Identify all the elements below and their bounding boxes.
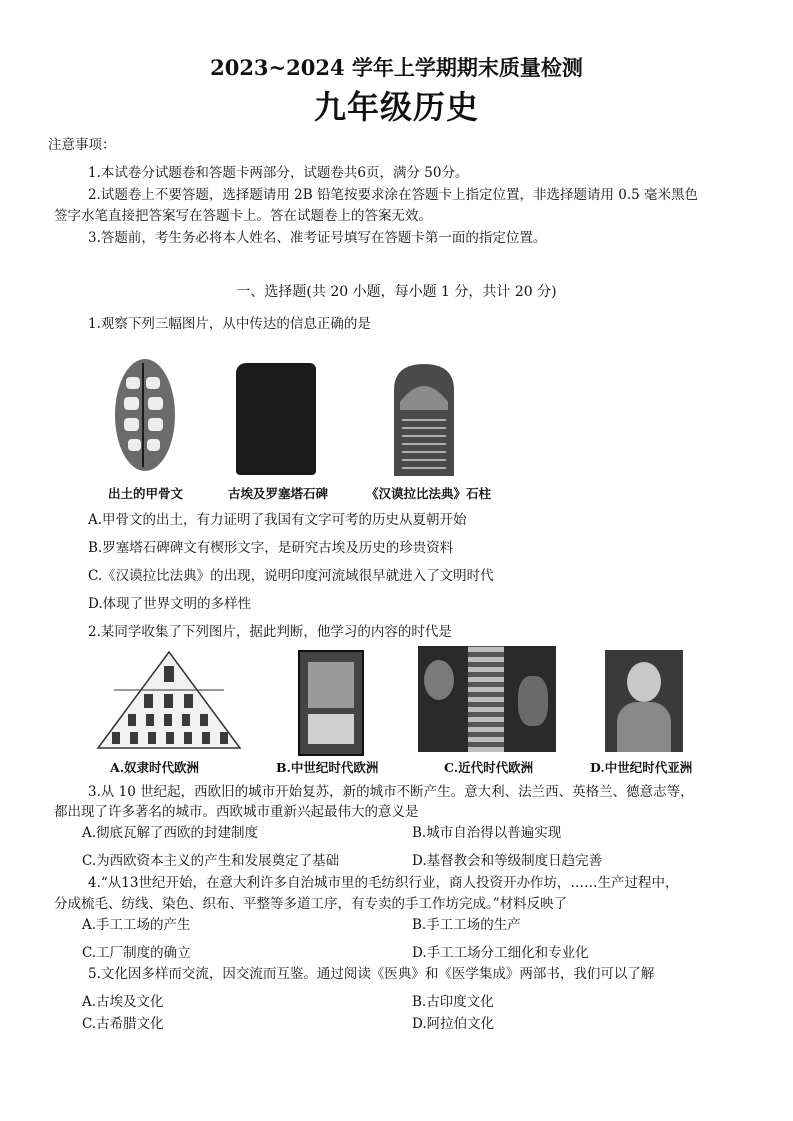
q5-option-b: B.古印度文化: [412, 994, 494, 1010]
q4-option-c: C.工厂制度的确立: [82, 945, 191, 961]
question-4-stem-cont: 分成梳毛、纺线、染色、织布、平整等多道工序，有专卖的手工作坊完成。”材料反映了: [54, 896, 568, 912]
oracle-bone-image: [110, 355, 180, 475]
image-caption: B.中世纪时代欧洲: [276, 760, 379, 775]
q1-option-d: D.体现了世界文明的多样性: [88, 596, 252, 612]
image-caption: 出土的甲骨文: [108, 486, 184, 501]
q4-option-a: A.手工工场的产生: [82, 917, 191, 933]
q4-option-b: B.手工工场的生产: [412, 917, 521, 933]
image-caption: C.近代时代欧洲: [444, 760, 534, 775]
question-1-stem: 1.观察下列三幅图片，从中传达的信息正确的是: [88, 316, 371, 332]
q5-option-a: A.古埃及文化: [82, 994, 164, 1010]
question-3-stem: 3.从 10 世纪起，西欧旧的城市开始复苏，新的城市不断产生。意大利、法兰西、英格兰、德意志等，: [88, 784, 694, 800]
q5-option-d: D.阿拉伯文化: [412, 1016, 495, 1032]
notes-heading: 注意事项：: [48, 137, 116, 153]
exam-title: 2023~2024 学年上学期期末质量检测: [210, 55, 583, 80]
medieval-europe-image: [298, 650, 364, 756]
q3-option-a: A.彻底瓦解了西欧的封建制度: [82, 825, 259, 841]
note-item: 1.本试卷分试题卷和答题卡两部分，试题卷共6页，满分 50分。: [88, 165, 469, 181]
hammurabi-stele-image: [388, 362, 460, 476]
image-caption: 《汉谟拉比法典》石柱: [366, 486, 492, 501]
subject-title: 九年级历史: [313, 88, 479, 126]
q1-option-c: C.《汉谟拉比法典》的出现，说明印度河流域很早就进入了文明时代: [88, 568, 494, 584]
image-caption: A.奴隶时代欧洲: [110, 760, 200, 775]
question-4-stem: 4.“从13世纪开始，在意大利许多自治城市里的毛纺织行业，商人投资开办作坊，……生产过程中，: [88, 875, 679, 891]
question-2-stem: 2.某同学收集了下列图片，据此判断，他学习的内容的时代是: [88, 624, 452, 640]
image-caption: 古埃及罗塞塔石碑: [228, 486, 329, 501]
q3-option-b: B.城市自治得以普遍实现: [412, 825, 562, 841]
q1-option-b: B.罗塞塔石碑碑文有楔形文字，是研究古埃及历史的珍贵资料: [88, 540, 454, 556]
q1-option-a: A.甲骨文的出土，有力证明了我国有文字可考的历史从夏朝开始: [88, 512, 467, 528]
image-caption: D.中世纪时代亚洲: [590, 760, 693, 775]
q4-option-d: D.手工工场分工细化和专业化: [412, 945, 589, 961]
note-item: 签字水笔直接把答案写在答题卡上。答在试题卷上的答案无效。: [54, 208, 432, 224]
q5-option-c: C.古希腊文化: [82, 1016, 164, 1032]
note-item: 3.答题前，考生务必将本人姓名、准考证号填写在答题卡第一面的指定位置。: [88, 230, 547, 246]
q3-option-d: D.基督教会和等级制度日趋完善: [412, 853, 603, 869]
question-5-stem: 5.文化因多样而交流，因交流而互鉴。通过阅读《医典》和《医学集成》两部书，我们可以了解: [88, 966, 655, 982]
note-item: 2.试题卷上不要答题，选择题请用 2B 铅笔按要求涂在答题卡上指定位置，非选择题请用 0.5 毫米黑色: [88, 187, 699, 203]
medieval-asia-image: [605, 650, 683, 752]
feudal-pyramid-image: [94, 648, 244, 752]
section-heading: 一、选择题(共 20 小题，每小题 1 分，共计 20 分): [236, 284, 557, 300]
modern-europe-image: [418, 646, 556, 752]
question-3-stem-cont: 都出现了许多著名的城市。西欧城市重新兴起最伟大的意义是: [54, 804, 419, 820]
q3-option-c: C.为西欧资本主义的产生和发展奠定了基础: [82, 853, 340, 869]
rosetta-stone-image: [236, 363, 316, 475]
